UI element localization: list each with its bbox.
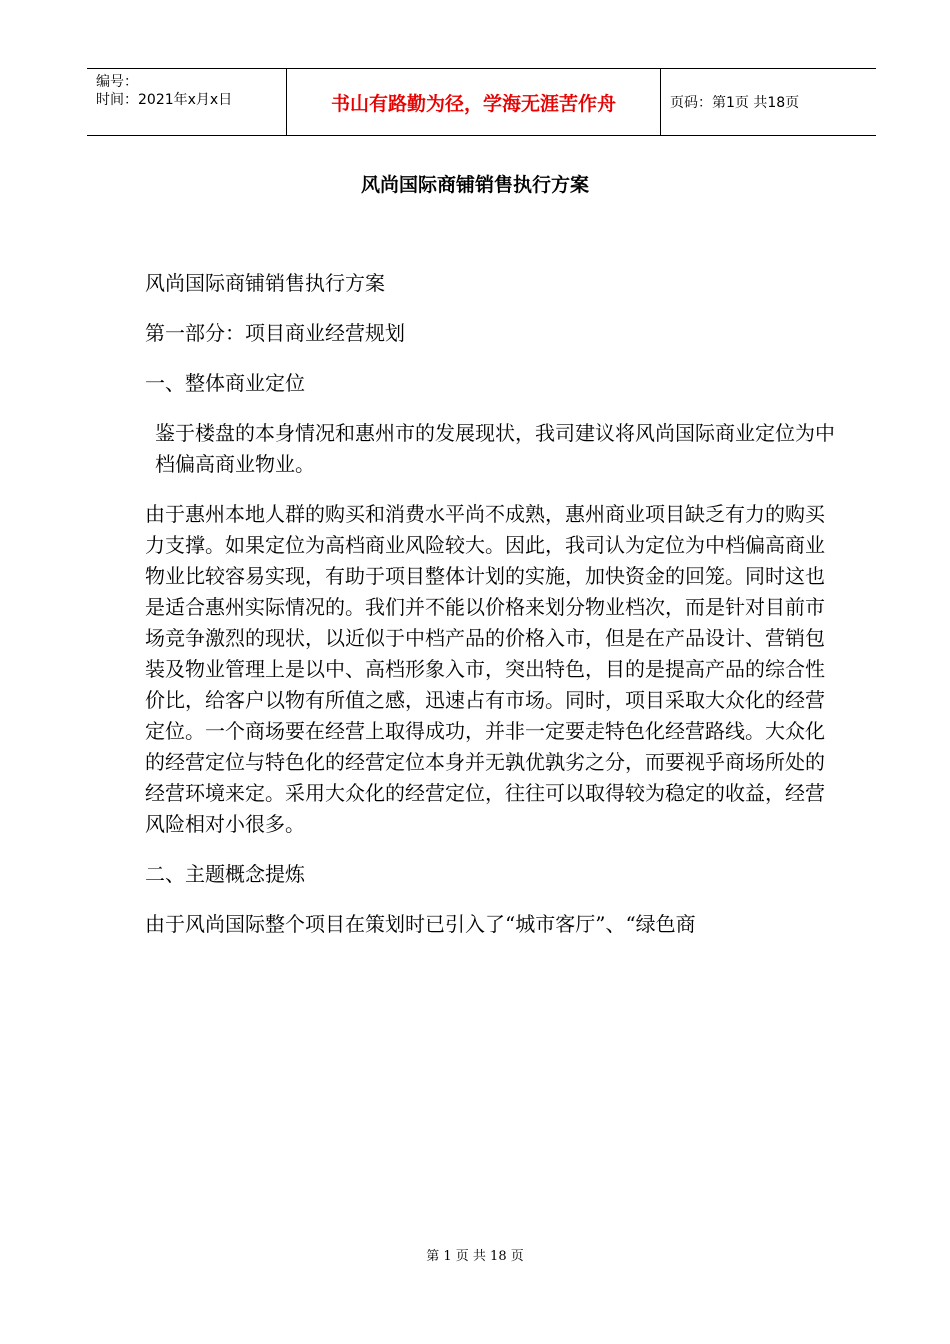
header-motto: 书山有路勤为径，学海无涯苦作舟 <box>287 69 661 135</box>
document-title: 风尚国际商铺销售执行方案 <box>360 174 589 196</box>
paragraph: 由于风尚国际整个项目在策划时已引入了“城市客厅”、“绿色商 <box>145 912 696 936</box>
subsection-heading: 二、主题概念提炼 <box>145 862 305 886</box>
section-heading: 第一部分：项目商业经营规划 <box>145 321 405 345</box>
document-number-label: 编号： <box>96 74 138 90</box>
page-header <box>87 68 876 136</box>
page-footer: 第 1 页 共 18 页 <box>426 1249 524 1264</box>
paragraph: 鉴于楼盘的本身情况和惠州市的发展现状，我司建议将风尚国际商业定位为中档偏高商业物业。 <box>155 421 835 476</box>
document-time-label: 时间：2021年x月x日 <box>96 92 233 108</box>
header-meta <box>87 69 287 135</box>
paragraph: 风尚国际商铺销售执行方案 <box>145 271 385 295</box>
document-body <box>145 268 835 940</box>
paragraph: 由于惠州本地人群的购买和消费水平尚不成熟，惠州商业项目缺乏有力的购买力支撑。如果定位为高档商业风险较大。因此，我司认为定位为中档偏高商业物业比较容易实现，有助于项目整体计划的实施，加快资金的回笼。同时这也是适合惠州实际情况的。我们并不能以价格来划分物业档次，而是针对目前市场竞争激烈的现状，以近似于中档产品的价格入市，但是在产品设计、营销包装及物业管理上是以中、高档形象入市，突出特色，目的是提高产品的综合性价比，给客户以物有所值之感，迅速占有市场。同时，项目采取大众化的经营定位。一个商场要在经营上取得成功，并非一定要走特色化经营路线。大众化的经营定位与特色化的经营定位本身并无孰优孰劣之分，而要视乎商场所处的经营环境来定。采用大众化的经营定位，往往可以取得较为稳定的收益，经营风险相对小很多。 <box>145 502 825 836</box>
subsection-heading: 一、整体商业定位 <box>145 371 305 395</box>
header-page-code: 页码：第1页 共18页 <box>670 95 800 111</box>
